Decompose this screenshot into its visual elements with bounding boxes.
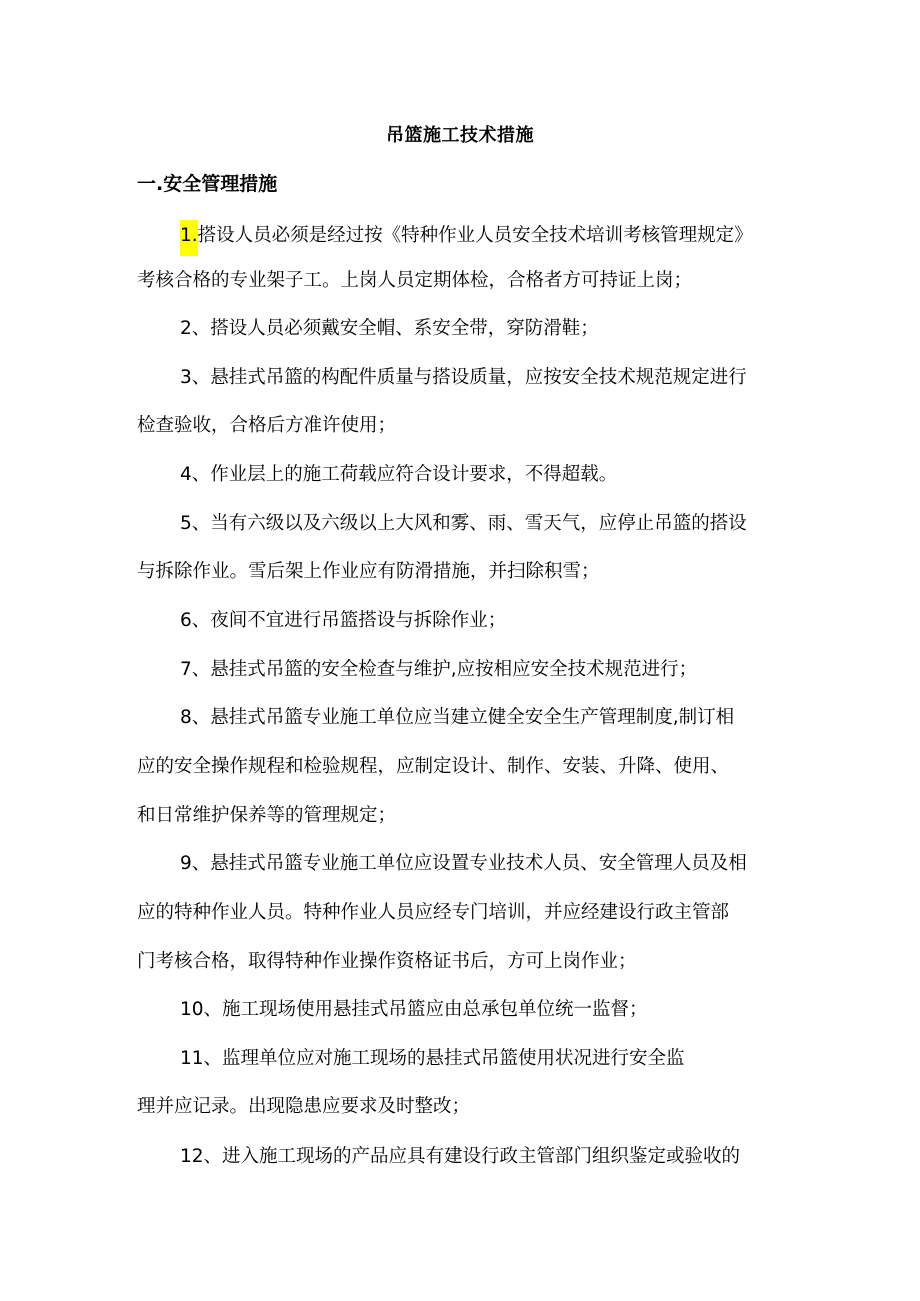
item-5-line-2: 与拆除作业。雪后架上作业应有防滑措施，并扫除积雪； bbox=[137, 561, 600, 582]
item-9-line-2: 应的特种作业人员。特种作业人员应经专门培训，并应经建设行政主管部 bbox=[137, 902, 730, 923]
section-heading: 一.安全管理措施 bbox=[137, 173, 278, 195]
item-4-line-1: 4、作业层上的施工荷载应符合设计要求，不得超载。 bbox=[180, 464, 618, 485]
document-title: 吊篮施工技术措施 bbox=[386, 125, 534, 146]
item-9-line-1: 9、悬挂式吊篮专业施工单位应设置专业技术人员、安全管理人员及相 bbox=[180, 853, 747, 874]
item-8-line-2: 应的安全操作规程和检验规程，应制定设计、制作、安装、升降、使用、 bbox=[137, 756, 730, 777]
item-3-line-1: 3、悬挂式吊篮的构配件质量与搭设质量，应按安全技术规范规定进行 bbox=[180, 367, 747, 388]
item-2-line-1: 2、搭设人员必须戴安全帽、系安全带，穿防滑鞋； bbox=[180, 318, 599, 339]
item-8-line-1: 8、悬挂式吊篮专业施工单位应当建立健全安全生产管理制度,制订相 bbox=[180, 707, 735, 728]
item-6-line-1: 6、夜间不宜进行吊篮搭设与拆除作业； bbox=[180, 610, 507, 631]
item-10-line-1: 10、施工现场使用悬挂式吊篮应由总承包单位统一监督； bbox=[180, 999, 648, 1020]
item-12-line-1: 12、进入施工现场的产品应具有建设行政主管部门组织鉴定或验收的 bbox=[180, 1146, 741, 1167]
item-11-line-2: 理并应记录。出现隐患应要求及时整改； bbox=[137, 1096, 471, 1117]
item-8-line-3: 和日常维护保养等的管理规定； bbox=[137, 805, 397, 826]
item-11-line-1: 11、监理单位应对施工现场的悬挂式吊篮使用状况进行安全监 bbox=[180, 1048, 685, 1069]
item-5-line-1: 5、当有六级以及六级以上大风和雾、雨、雪天气，应停止吊篮的搭设 bbox=[180, 513, 747, 534]
item-7-line-1: 7、悬挂式吊篮的安全检查与维护,应按相应安全技术规范进行； bbox=[180, 659, 698, 680]
item-1-line-2: 考核合格的专业架子工。上岗人员定期体检，合格者方可持证上岗； bbox=[137, 270, 693, 291]
item-3-line-2: 检查验收，合格后方准许使用； bbox=[137, 415, 397, 436]
item-1-line-1 bbox=[180, 220, 860, 256]
item-9-line-3: 门考核合格，取得特种作业操作资格证书后，方可上岗作业； bbox=[137, 951, 637, 972]
item-1-line-1-text: 搭设人员必须是经过按《特种作业人员安全技术培训考核管理规定》 bbox=[197, 225, 753, 246]
highlighted-item-number: 1. bbox=[180, 220, 198, 256]
